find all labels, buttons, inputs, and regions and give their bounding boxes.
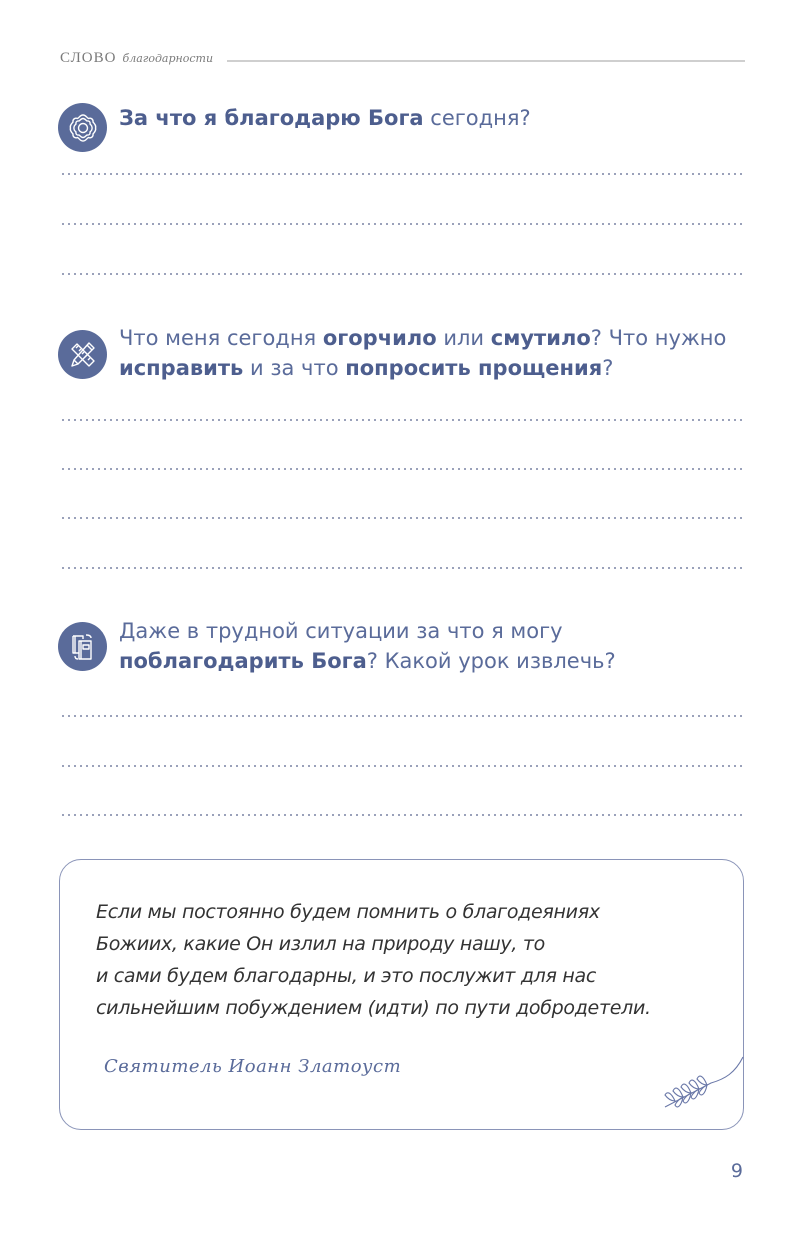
question-1	[58, 103, 531, 152]
question-2-text	[119, 323, 726, 383]
quote-line: сильнейшим побуждением (идти) по пути добродетели.	[96, 997, 651, 1019]
q2-bold: огорчило	[322, 326, 437, 350]
q2-seg: или	[436, 326, 491, 350]
quote-box	[59, 859, 744, 1130]
question-3	[58, 616, 616, 676]
answer-line-1-2[interactable]	[60, 223, 746, 225]
q3-seg: ? Какой урок извлечь?	[366, 649, 616, 673]
question-1-bold: За что я благодарю Бога	[119, 106, 424, 130]
q2-seg: Что меня сегодня	[119, 326, 323, 350]
q2-bold: смутило	[490, 326, 591, 350]
question-1-normal: сегодня?	[423, 106, 531, 130]
quote-line: Божиих, какие Он излил на природу нашу, то	[96, 933, 545, 955]
page-header	[60, 46, 745, 70]
flower-icon	[58, 103, 107, 152]
question-1-text	[119, 103, 531, 133]
q3-seg: Даже в трудной ситуации за что я могу	[119, 619, 563, 643]
quote-line: и сами будем благодарны, и это послужит для нас	[96, 965, 596, 987]
answer-line-3-1[interactable]	[60, 715, 746, 717]
answer-line-2-3[interactable]	[60, 517, 746, 519]
page-number: 9	[730, 1160, 743, 1182]
q2-bold: исправить	[119, 356, 244, 380]
answer-line-2-1[interactable]	[60, 419, 746, 421]
quote-text	[96, 896, 736, 1024]
question-3-text	[119, 616, 616, 676]
leaf-branch-icon	[655, 1055, 745, 1115]
header-brand-script: благодарности	[122, 51, 214, 65]
pencil-ruler-icon	[58, 330, 107, 379]
answer-line-1-1[interactable]	[60, 173, 746, 175]
q2-seg: ?	[602, 356, 614, 380]
answer-line-3-3[interactable]	[60, 814, 746, 816]
q3-bold: поблагодарить Бога	[119, 649, 367, 673]
quote-line: Если мы постоянно будем помнить о благодеяниях	[96, 901, 600, 923]
answer-line-2-4[interactable]	[60, 567, 746, 569]
q2-seg: ? Что нужно	[590, 326, 727, 350]
question-2	[58, 323, 726, 383]
answer-line-1-3[interactable]	[60, 273, 746, 275]
q2-seg: и за что	[243, 356, 346, 380]
answer-line-2-2[interactable]	[60, 468, 746, 470]
header-brand: СЛОВО	[60, 49, 117, 66]
header-rule	[227, 60, 745, 62]
q2-bold: попросить прощения	[345, 356, 603, 380]
books-exchange-icon	[58, 622, 107, 671]
answer-line-3-2[interactable]	[60, 765, 746, 767]
quote-author: Святитель Иоанн Златоуст	[104, 1056, 402, 1077]
